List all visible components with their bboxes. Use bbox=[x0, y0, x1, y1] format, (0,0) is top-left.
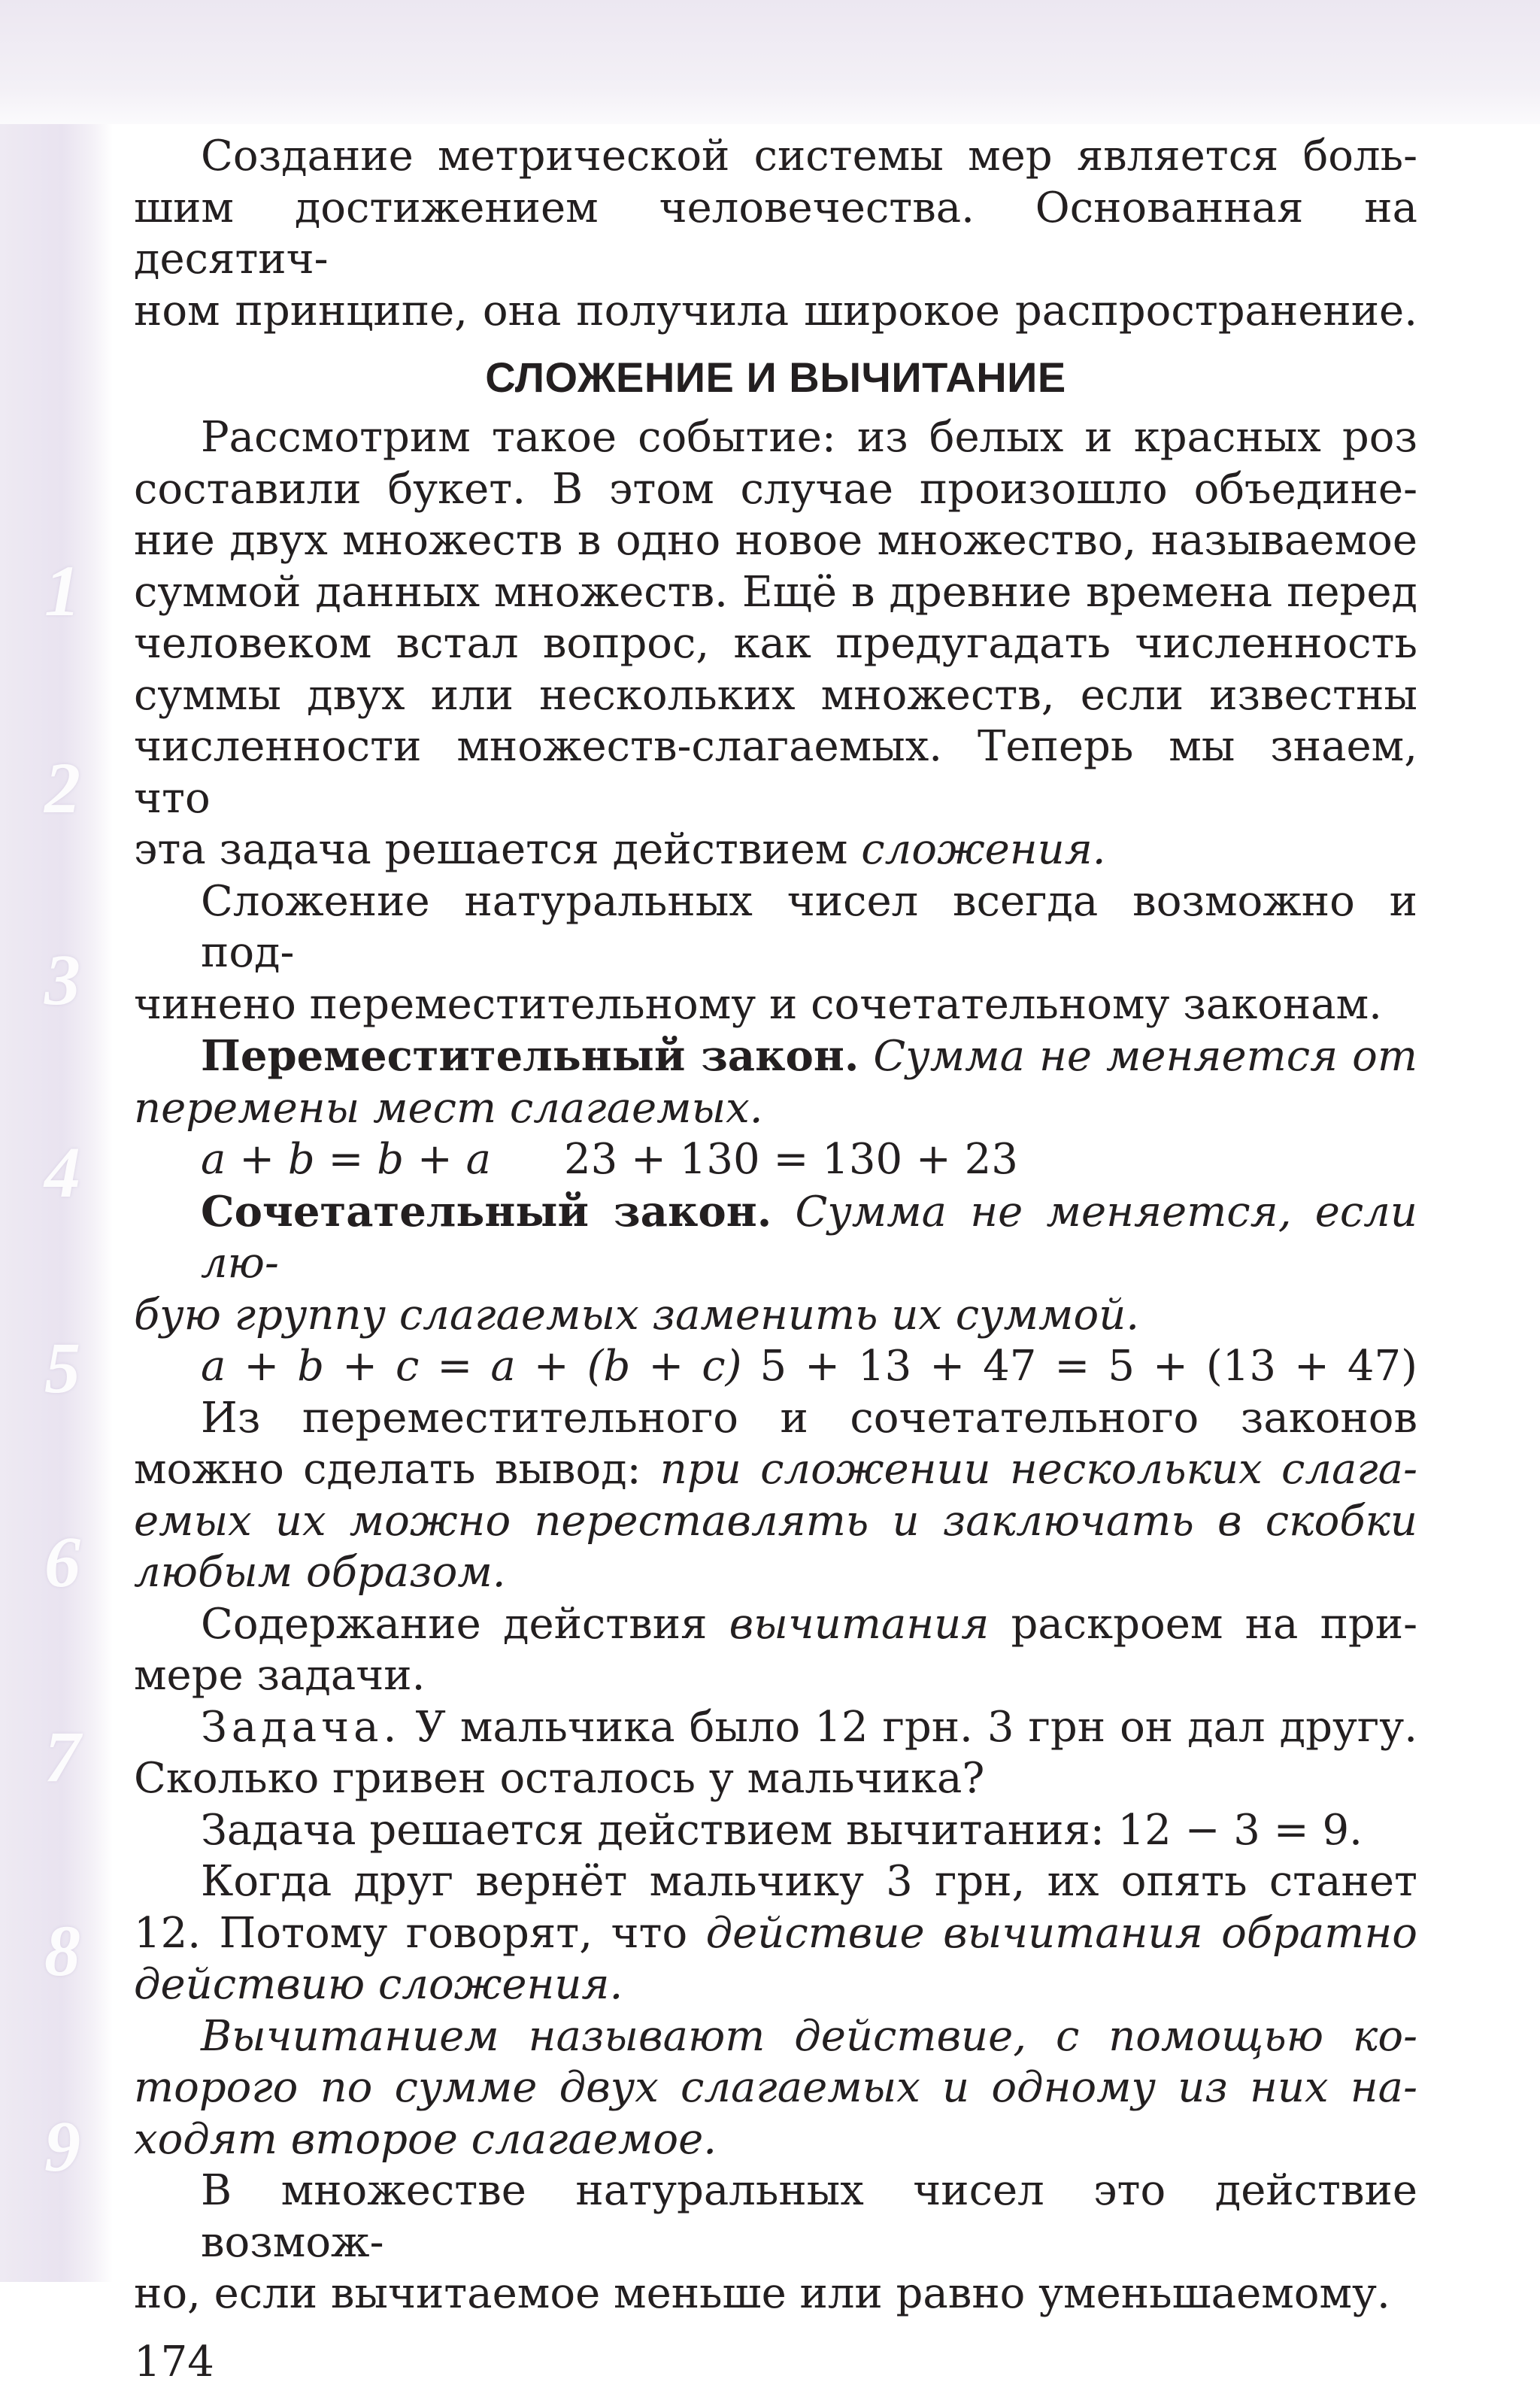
commutative-law bbox=[134, 1030, 1417, 1186]
side-number: 7 bbox=[29, 1715, 96, 1798]
text-line: человеком встал вопрос, как предугадать численность bbox=[134, 618, 1417, 670]
side-number: 8 bbox=[29, 1909, 96, 1992]
paragraph-natural-numbers bbox=[134, 2165, 1417, 2320]
task-paragraph bbox=[134, 1702, 1417, 1805]
italic-text: любым образом. bbox=[134, 1548, 506, 1597]
italic-text: Вычитанием называют действие, с помощью ко- bbox=[201, 2012, 1417, 2061]
paragraph-conclusion bbox=[134, 1393, 1417, 1599]
text-line bbox=[134, 2062, 1417, 2114]
text-line: Из переместительного и сочетательного законов bbox=[134, 1393, 1417, 1445]
text-line: суммы двух или нескольких множеств, если известны bbox=[134, 670, 1417, 722]
plain-text: можно сделать вывод: bbox=[134, 1445, 660, 1494]
law-name: Переместительный закон. bbox=[201, 1031, 859, 1081]
formula-line bbox=[134, 1341, 1417, 1393]
text-line: ном принципе, она получила широкое распространение. bbox=[134, 286, 1417, 338]
text-line: чинено переместительному и сочетательному законам. bbox=[134, 979, 1417, 1031]
formula-line bbox=[134, 1134, 1417, 1186]
law-text: перемены мест слагаемых. bbox=[134, 1084, 763, 1133]
text-line: Задача решается действием вычитания: 12 − 3 = 9. bbox=[134, 1805, 1417, 1857]
text-line bbox=[134, 1496, 1417, 1548]
law-text: Сумма не меняется от bbox=[873, 1032, 1417, 1081]
italic-term: вычитания bbox=[729, 1600, 990, 1649]
side-number: 5 bbox=[29, 1326, 96, 1409]
text-line bbox=[134, 1547, 1417, 1599]
text-line: но, если вычитаемое меньше или равно уменьшаемому. bbox=[134, 2268, 1417, 2320]
plain-text: раскроем на при- bbox=[989, 1600, 1417, 1649]
text-line: Создание метрической системы мер является боль- bbox=[134, 131, 1417, 183]
italic-term: сложения. bbox=[861, 825, 1105, 874]
text-line bbox=[134, 1959, 1417, 2011]
plain-text: Содержание действия bbox=[201, 1600, 729, 1649]
text-line: составили букет. В этом случае произошло объедине- bbox=[134, 464, 1417, 516]
side-number: 3 bbox=[29, 938, 96, 1021]
page-number: 174 bbox=[134, 2337, 1417, 2388]
side-number: 2 bbox=[29, 746, 96, 830]
section-heading: СЛОЖЕНИЕ И ВЫЧИТАНИЕ bbox=[134, 352, 1417, 403]
text-line: В множестве натуральных чисел это действие возмож- bbox=[134, 2165, 1417, 2268]
italic-text: действию сложения. bbox=[134, 1960, 623, 2009]
text-line: Рассмотрим такое событие: из белых и красных роз bbox=[134, 412, 1417, 464]
intro-paragraph bbox=[134, 131, 1417, 337]
text-line: ние двух множеств в одно новое множество, называемое bbox=[134, 515, 1417, 567]
formula-example: 23 + 130 = 130 + 23 bbox=[564, 1134, 1018, 1186]
plain-text: эта задача решается действием bbox=[134, 825, 861, 874]
text-line: Сложение натуральных чисел всегда возможно и под- bbox=[134, 876, 1417, 979]
side-number: 1 bbox=[29, 549, 96, 633]
side-number: 9 bbox=[29, 2104, 96, 2188]
text-line bbox=[134, 1083, 1417, 1135]
text-line bbox=[134, 1290, 1417, 1342]
plain-text: У мальчика было 12 грн. 3 грн он дал другу. bbox=[401, 1703, 1417, 1752]
italic-text: действие вычитания обратно bbox=[706, 1909, 1417, 1958]
text-line bbox=[134, 2011, 1417, 2063]
task-label: Задача. bbox=[201, 1703, 401, 1752]
associative-law bbox=[134, 1186, 1417, 1393]
italic-text: торого по сумме двух слагаемых и одному из них на- bbox=[134, 2063, 1417, 2112]
side-number: 4 bbox=[29, 1130, 96, 1214]
top-color-band bbox=[0, 0, 1540, 124]
law-text: бую группу слагаемых заменить их суммой. bbox=[134, 1291, 1139, 1340]
italic-text: при сложении нескольких слага- bbox=[660, 1445, 1417, 1494]
text-line: численности множеств-слагаемых. Теперь мы знаем, что bbox=[134, 721, 1417, 824]
text-line bbox=[134, 824, 1417, 876]
formula: a + b + c = a + (b + c) bbox=[201, 1342, 741, 1391]
text-line bbox=[134, 1599, 1417, 1651]
formula-example: 5 + 13 + 47 = 5 + (13 + 47) bbox=[759, 1342, 1417, 1391]
paragraph-subtraction-intro bbox=[134, 1599, 1417, 1702]
text-line: суммой данных множеств. Ещё в древние времена перед bbox=[134, 567, 1417, 619]
side-chapter-band bbox=[0, 124, 113, 2282]
formula: a + b = b + a bbox=[134, 1134, 564, 1186]
text-line bbox=[134, 1030, 1417, 1083]
law-name: Сочетательный закон. bbox=[201, 1187, 772, 1236]
text-line: Когда друг вернёт мальчику 3 грн, их опять станет bbox=[134, 1856, 1417, 1908]
plain-text: 12. Потому говорят, что bbox=[134, 1909, 706, 1958]
text-line bbox=[134, 1908, 1417, 1960]
text-line: мере задачи. bbox=[134, 1650, 1417, 1702]
text-line bbox=[134, 1702, 1417, 1754]
paragraph-addition bbox=[134, 876, 1417, 1031]
text-line: шим достижением человечества. Основанная на десятич- bbox=[134, 183, 1417, 286]
text-line bbox=[134, 2114, 1417, 2166]
side-number: 6 bbox=[29, 1520, 96, 1604]
italic-text: емых их можно переставлять и заключать в скобки bbox=[134, 1497, 1417, 1546]
italic-text: ходят второе слагаемое. bbox=[134, 2115, 717, 2164]
text-line bbox=[134, 1186, 1417, 1290]
page-content bbox=[134, 131, 1417, 2388]
paragraph-union bbox=[134, 412, 1417, 876]
text-line bbox=[134, 1444, 1417, 1496]
definition-subtraction bbox=[134, 2011, 1417, 2166]
text-line: Сколько гривен осталось у мальчика? bbox=[134, 1753, 1417, 1805]
paragraph-solution bbox=[134, 1805, 1417, 1857]
law-text: Сумма не меняется, если лю- bbox=[201, 1188, 1417, 1288]
paragraph-inverse bbox=[134, 1856, 1417, 2011]
